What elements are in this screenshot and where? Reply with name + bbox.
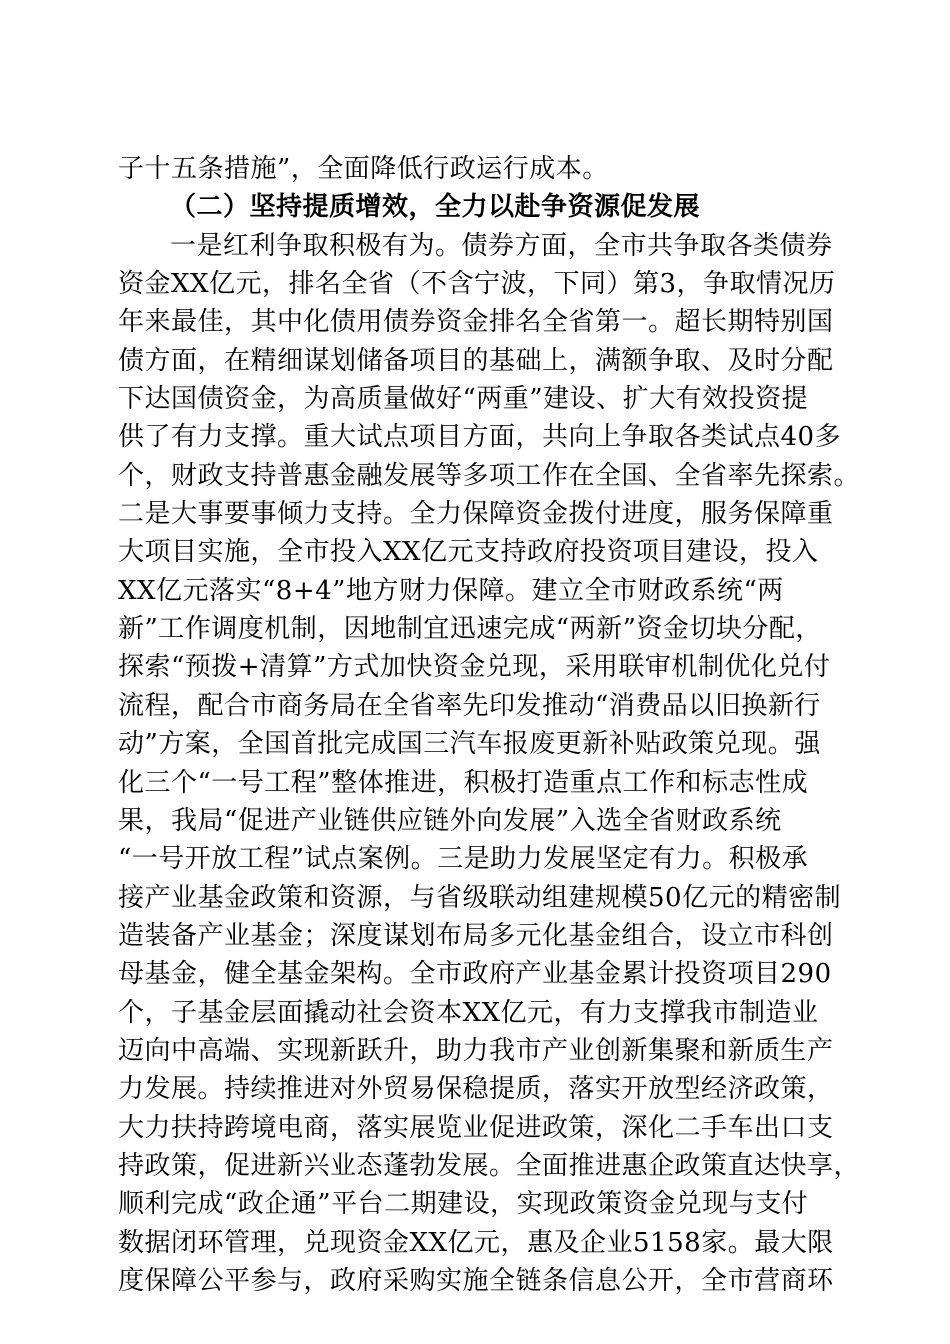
paragraph-line: 动”方案，全国首批完成国三汽车报废更新补贴政策兑现。强	[118, 729, 821, 760]
paragraph-line: 大力扶持跨境电商，落实展览业促进政策，深化二手车出口支	[118, 1112, 834, 1143]
paragraph-line: 个，子基金层面撬动社会资本XX亿元，有力支撑我市制造业	[118, 997, 819, 1028]
paragraph-line: 度保障公平参与，政府采购实施全链条信息公开，全市营商环	[118, 1265, 834, 1296]
paragraph-line: 果，我局“促进产业链供应链外向发展”入选全省财政系统	[118, 805, 782, 836]
paragraph-line: 年来最佳，其中化债用债券资金排名全省第一。超长期特别国	[118, 307, 834, 338]
paragraph-line: 化三个“一号工程”整体推进，积极打造重点工作和标志性成	[118, 767, 809, 798]
paragraph-line: 造装备产业基金；深度谋划布局多元化基金组合，设立市科创	[118, 920, 834, 951]
paragraph-line: 探索“预拨+清算”方式加快资金兑现，采用联审机制优化兑付	[118, 652, 831, 683]
paragraph-line: 债方面，在精细谋划储备项目的基础上，满额争取、及时分配	[118, 345, 834, 376]
paragraph-line: 资金XX亿元，排名全省（不含宁波，下同）第3，争取情况历	[118, 269, 836, 300]
paragraph-line: 迈向中高端、实现新跃升，助力我市产业创新集聚和新质生产	[118, 1035, 834, 1066]
paragraph-line: 供了有力支撑。重大试点项目方面，共向上争取各类试点40多	[118, 422, 842, 453]
paragraph-line: 一是红利争取积极有为。债券方面，全市共争取各类债券	[170, 230, 833, 261]
paragraph-line: 力发展。持续推进对外贸易保稳提质，落实开放型经济政策，	[118, 1074, 834, 1105]
paragraph-line: 下达国债资金，为高质量做好“两重”建设、扩大有效投资提	[118, 384, 809, 415]
paragraph-line: 新”工作调度机制，因地制宜迅速完成“两新”资金切块分配，	[118, 614, 822, 645]
paragraph-line: XX亿元落实“8+4”地方财力保障。建立全市财政系统“两	[118, 575, 784, 606]
paragraph-line: 大项目实施，全市投入XX亿元支持政府投资项目建设，投入	[118, 537, 819, 568]
paragraph-line: “一号开放工程”试点案例。三是助力发展坚定有力。积极承	[118, 844, 809, 875]
paragraph-line: 流程，配合市商务局在全省率先印发推动“消费品以旧换新行	[118, 690, 821, 721]
paragraph-line: 持政策，促进新兴业态蓬勃发展。全面推进惠企政策直达快享，	[118, 1150, 861, 1181]
paragraph-line: 数据闭环管理，兑现资金XX亿元，惠及企业5158家。最大限	[118, 1227, 834, 1258]
document-body	[118, 150, 861, 1300]
paragraph-line: 顺利完成“政企通”平台二期建设，实现政策资金兑现与支付	[118, 1189, 809, 1220]
paragraph-line: 二是大事要事倾力支持。全力保障资金拨付进度，服务保障重	[118, 499, 834, 530]
section-heading: （二）坚持提质增效，全力以赴争资源促发展	[170, 192, 701, 223]
paragraph-line: 个，财政支持普惠金融发展等多项工作在全国、全省率先探索。	[118, 460, 861, 491]
paragraph-line: 母基金，健全基金架构。全市政府产业基金累计投资项目290	[118, 959, 832, 990]
paragraph-line: 接产业基金政策和资源，与省级联动组建规模50亿元的精密制	[118, 882, 842, 913]
paragraph-continuation: 子十五条措施”，全面降低行政运行成本。	[118, 154, 609, 184]
